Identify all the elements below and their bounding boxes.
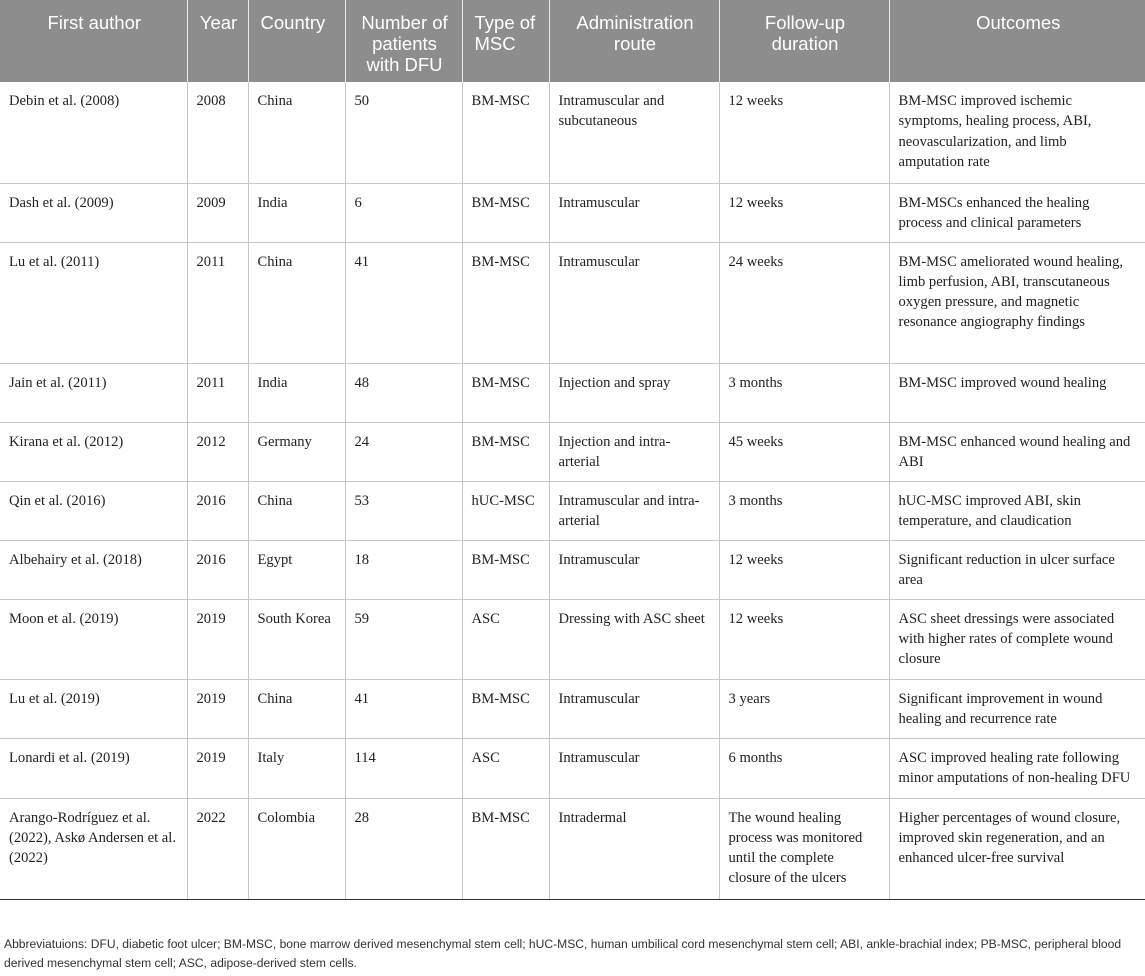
header-country: Country bbox=[248, 0, 345, 82]
cell-patients: 53 bbox=[345, 481, 462, 540]
header-first-author: First author bbox=[0, 0, 187, 82]
table-body bbox=[0, 82, 1145, 899]
cell-year: 2009 bbox=[187, 183, 248, 242]
cell-msc-type: BM-MSC bbox=[462, 540, 549, 599]
header-row bbox=[0, 0, 1145, 82]
cell-outcomes: hUC-MSC improved ABI, skin temperature, and claudication bbox=[889, 481, 1145, 540]
cell-outcomes: BM-MSCs enhanced the healing process and clinical parameters bbox=[889, 183, 1145, 242]
table-header bbox=[0, 0, 1145, 82]
cell-country: South Korea bbox=[248, 599, 345, 679]
table-row bbox=[0, 481, 1145, 540]
table-row bbox=[0, 738, 1145, 798]
cell-patients: 6 bbox=[345, 183, 462, 242]
cell-follow-up: 3 months bbox=[719, 363, 889, 422]
table-row bbox=[0, 540, 1145, 599]
cell-first-author: Lu et al. (2019) bbox=[0, 679, 187, 738]
table-row bbox=[0, 679, 1145, 738]
cell-first-author: Jain et al. (2011) bbox=[0, 363, 187, 422]
cell-administration-route: Dressing with ASC sheet bbox=[549, 599, 719, 679]
cell-outcomes: BM-MSC ameliorated wound healing, limb perfusion, ABI, transcutaneous oxygen pressure, and magnetic resonance angiography findings bbox=[889, 242, 1145, 363]
cell-msc-type: BM-MSC bbox=[462, 363, 549, 422]
cell-msc-type: BM-MSC bbox=[462, 183, 549, 242]
cell-first-author: Albehairy et al. (2018) bbox=[0, 540, 187, 599]
cell-administration-route: Intramuscular and intra-arterial bbox=[549, 481, 719, 540]
cell-follow-up: 12 weeks bbox=[719, 82, 889, 183]
cell-outcomes: BM-MSC improved ischemic symptoms, healing process, ABI, neovascularization, and limb amputation rate bbox=[889, 82, 1145, 183]
cell-follow-up: 3 months bbox=[719, 481, 889, 540]
cell-country: China bbox=[248, 481, 345, 540]
cell-outcomes: Higher percentages of wound closure, improved skin regeneration, and an enhanced ulcer-free survival bbox=[889, 798, 1145, 899]
cell-administration-route: Intramuscular and subcutaneous bbox=[549, 82, 719, 183]
cell-administration-route: Intramuscular bbox=[549, 242, 719, 363]
cell-msc-type: BM-MSC bbox=[462, 422, 549, 481]
table-row bbox=[0, 599, 1145, 679]
cell-patients: 48 bbox=[345, 363, 462, 422]
cell-administration-route: Injection and intra-arterial bbox=[549, 422, 719, 481]
cell-year: 2011 bbox=[187, 242, 248, 363]
cell-administration-route: Intramuscular bbox=[549, 183, 719, 242]
cell-msc-type: BM-MSC bbox=[462, 798, 549, 899]
cell-patients: 18 bbox=[345, 540, 462, 599]
table-row bbox=[0, 183, 1145, 242]
cell-follow-up: 12 weeks bbox=[719, 540, 889, 599]
cell-administration-route: Injection and spray bbox=[549, 363, 719, 422]
cell-country: Germany bbox=[248, 422, 345, 481]
cell-patients: 114 bbox=[345, 738, 462, 798]
table-footnote: Abbreviatuions: DFU, diabetic foot ulcer; BM-MSC, bone marrow derived mesenchymal stem cell; hUC-MSC, human umbilical cord mesenchymal stem cell; ABI, ankle-brachial index; PB-MSC, peripheral blood derived mesenchymal stem cell; ASC, adipose-derived stem cells. bbox=[4, 937, 1122, 970]
cell-follow-up: 6 months bbox=[719, 738, 889, 798]
cell-year: 2019 bbox=[187, 679, 248, 738]
cell-year: 2011 bbox=[187, 363, 248, 422]
cell-patients: 41 bbox=[345, 242, 462, 363]
cell-year: 2022 bbox=[187, 798, 248, 899]
cell-patients: 24 bbox=[345, 422, 462, 481]
cell-country: Italy bbox=[248, 738, 345, 798]
cell-outcomes: Significant improvement in wound healing and recurrence rate bbox=[889, 679, 1145, 738]
table-row bbox=[0, 82, 1145, 183]
table-row bbox=[0, 798, 1145, 899]
cell-country: China bbox=[248, 242, 345, 363]
cell-msc-type: hUC-MSC bbox=[462, 481, 549, 540]
cell-first-author: Kirana et al. (2012) bbox=[0, 422, 187, 481]
cell-country: China bbox=[248, 82, 345, 183]
cell-follow-up: 24 weeks bbox=[719, 242, 889, 363]
cell-year: 2008 bbox=[187, 82, 248, 183]
cell-country: China bbox=[248, 679, 345, 738]
cell-msc-type: BM-MSC bbox=[462, 679, 549, 738]
cell-first-author: Moon et al. (2019) bbox=[0, 599, 187, 679]
cell-outcomes: ASC improved healing rate following minor amputations of non-healing DFU bbox=[889, 738, 1145, 798]
cell-administration-route: Intramuscular bbox=[549, 679, 719, 738]
cell-country: India bbox=[248, 183, 345, 242]
cell-year: 2016 bbox=[187, 540, 248, 599]
cell-country: India bbox=[248, 363, 345, 422]
cell-patients: 50 bbox=[345, 82, 462, 183]
cell-msc-type: BM-MSC bbox=[462, 82, 549, 183]
header-follow-up-duration: Follow-up duration bbox=[719, 0, 889, 82]
cell-first-author: Lonardi et al. (2019) bbox=[0, 738, 187, 798]
cell-outcomes: BM-MSC improved wound healing bbox=[889, 363, 1145, 422]
cell-follow-up: 12 weeks bbox=[719, 183, 889, 242]
header-administration-route: Administration route bbox=[549, 0, 719, 82]
cell-outcomes: Significant reduction in ulcer surface area bbox=[889, 540, 1145, 599]
cell-country: Egypt bbox=[248, 540, 345, 599]
cell-country: Colombia bbox=[248, 798, 345, 899]
table-row bbox=[0, 363, 1145, 422]
header-year: Year bbox=[187, 0, 248, 82]
cell-patients: 28 bbox=[345, 798, 462, 899]
cell-msc-type: ASC bbox=[462, 738, 549, 798]
cell-follow-up: The wound healing process was monitored until the complete closure of the ulcers bbox=[719, 798, 889, 899]
cell-msc-type: BM-MSC bbox=[462, 242, 549, 363]
cell-follow-up: 12 weeks bbox=[719, 599, 889, 679]
cell-year: 2019 bbox=[187, 599, 248, 679]
table-row bbox=[0, 422, 1145, 481]
cell-year: 2016 bbox=[187, 481, 248, 540]
header-number-of-patients: Number of patients with DFU bbox=[345, 0, 462, 82]
cell-year: 2019 bbox=[187, 738, 248, 798]
cell-patients: 59 bbox=[345, 599, 462, 679]
cell-follow-up: 45 weeks bbox=[719, 422, 889, 481]
cell-msc-type: ASC bbox=[462, 599, 549, 679]
cell-first-author: Debin et al. (2008) bbox=[0, 82, 187, 183]
cell-administration-route: Intramuscular bbox=[549, 540, 719, 599]
cell-outcomes: ASC sheet dressings were associated with higher rates of complete wound closure bbox=[889, 599, 1145, 679]
cell-patients: 41 bbox=[345, 679, 462, 738]
cell-first-author: Qin et al. (2016) bbox=[0, 481, 187, 540]
header-type-of-msc: Type of MSC bbox=[462, 0, 549, 82]
table-row bbox=[0, 242, 1145, 363]
cell-first-author: Lu et al. (2011) bbox=[0, 242, 187, 363]
header-outcomes: Outcomes bbox=[889, 0, 1145, 82]
cell-administration-route: Intradermal bbox=[549, 798, 719, 899]
cell-outcomes: BM-MSC enhanced wound healing and ABI bbox=[889, 422, 1145, 481]
cell-follow-up: 3 years bbox=[719, 679, 889, 738]
cell-administration-route: Intramuscular bbox=[549, 738, 719, 798]
cell-year: 2012 bbox=[187, 422, 248, 481]
cell-first-author: Arango-Rodríguez et al. (2022), Askø Andersen et al. (2022) bbox=[0, 798, 187, 899]
cell-first-author: Dash et al. (2009) bbox=[0, 183, 187, 242]
